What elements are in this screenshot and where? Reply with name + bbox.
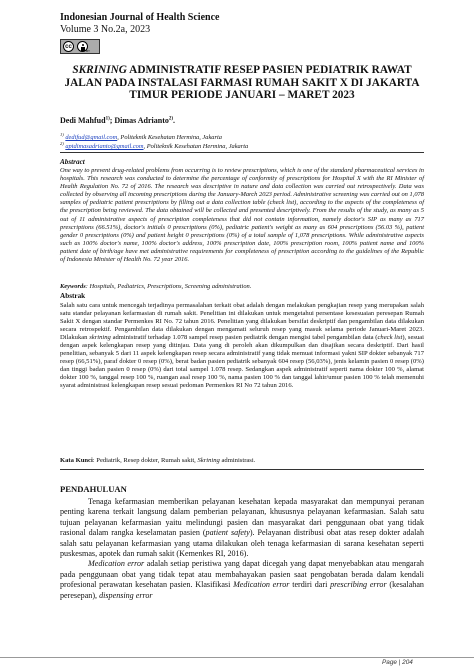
keywords-en-values: : Hospitals, Pediatrics, Prescriptions, Screening administration. xyxy=(85,283,252,290)
author-2: Dimas Adrianto xyxy=(114,116,169,125)
abstract-id-heading: Abstrak xyxy=(60,292,86,300)
keywords-id-a: : Pediatrik, Resep dokter, Rumah sakit, xyxy=(92,457,198,464)
p2-italic-c: Medication error xyxy=(233,580,290,590)
footer-divider xyxy=(0,657,474,658)
keywords-id-c: administrasi. xyxy=(219,457,256,464)
keywords-id xyxy=(60,457,424,465)
p2-text-f: (kesalahan peresepan), xyxy=(60,580,424,600)
p2-italic-e: prescribing error xyxy=(330,580,387,590)
email-link-1[interactable]: dedifud@gmail.com xyxy=(65,134,118,142)
title-line2: JALAN PADA INSTALASI FARMASI RUMAH SAKIT X DI JAKARTA xyxy=(64,76,420,89)
keywords-en-label: Keywords xyxy=(60,283,86,290)
p2-italic-a: Medication error xyxy=(88,559,145,569)
p1-text-c: ). Pelayanan distribusi obat atas resep dokter adalah salah satu pelayanan kefarmasian yang utama dilakukan oleh tenaga kefarmasian di sarana kesehatan seperti puskesmas, apotek dan rumah sakit (Kemenkes RI, 2016). xyxy=(60,528,425,559)
abstract-id-italic2: check list xyxy=(377,334,403,342)
p2-text-d: terdiri dari xyxy=(289,580,331,590)
title-italic-word: SKRINING xyxy=(72,64,127,76)
abstract-id-part5: ), sesuai dengan aspek kelengkapan resep yang ditinjau. Data yang di peroleh akan dikumpulkan dan disajikan secara deskriptif. Dari hasil penelitian, sebanyak 5 dari 11 aspek kelengkapan resep secara administratif yang tidak memuat informasi yakni SIP dokter sebanyak 717 resep (66,51%), paraf dokter 0 resep (0%), berat badan pasien pediatrik sebanyak 604 resep (56,03%), jenis kelamin pasien 0 resep (0%) dan tinggi badan pasien 0 resep (0%) dari total sampel 1.078 resep. Sedangkan aspek administratif seperti nama dokter 100 %, alamat dokter 100 %, tanggal resep 100 %, ruangan asal resep 100 %, nama pasien 100 % dan tanggal lahir/umur pasien 100 % telah memenuhi syarat administrasi kelengkapan resep sesuai pedoman Permenkes RI No 72 tahun 2016. xyxy=(60,334,425,390)
affiliation-2-sup: 2) xyxy=(60,141,64,146)
journal-name: Indonesian Journal of Health Science xyxy=(60,12,220,23)
p2-italic-g: dispensing error xyxy=(99,590,153,600)
email-link-2[interactable]: aptdimasadrianto@gmail.com xyxy=(65,143,144,151)
intro-body xyxy=(60,497,424,601)
p1-text-a: Tenaga kefarmasian memberikan pelayanan kesehatan kepada masyarakat dan mempunyai peranan penting karena terkait langsung dalam pemberian pelayanan, khususnya pelayanan kefarmasian. Salah satu tujuan pelayanan kefarmasian yaitu melindungi pasien dan masyarakat dari penggunaan obat yang tidak rasional dalam rangka keselamatan pasien ( xyxy=(60,497,424,538)
p2-text-b: adalah setiap peristiwa yang dapat dicegah yang dapat menyebabkan atau mengarah pada penggunaan obat yang tidak tepat atau membahayakan pasien saat pengobatan berada dalam kendali profesional perawatan kesehatan pasien. Klasifikasi xyxy=(60,559,424,590)
license-label: BY xyxy=(86,49,91,53)
p1-italic: patient safety xyxy=(205,528,250,538)
title-line1: ADMINISTRATIF RESEP PASIEN PEDIATRIK RAWAT xyxy=(126,64,412,76)
cc-by-license-badge[interactable] xyxy=(60,39,100,54)
abstract-en-heading: Abstract xyxy=(60,158,85,166)
abstract-id-italic1: skrining xyxy=(89,334,111,342)
affiliation-2-org: , Politeknik Kesehatan Hermina, Jakarta xyxy=(143,143,249,151)
author-separator: ; xyxy=(109,116,115,125)
page-number: Page | 204 xyxy=(382,659,413,666)
author-1-sup: 1) xyxy=(105,116,110,122)
author-end: . xyxy=(173,116,176,125)
affiliation-1-sup: 1) xyxy=(60,132,64,137)
abstract-en-text: One way to prevent drug-related problems from occurring is to review prescriptions, which is one of the standard pharmaceutical services in hospitals. This research was conducted to determine the percentage of conformity of prescriptions for Hospital X with the RI Minister of Health Regulation No. 72 of 2016. The research was descriptive in nature and data collection was carried out retrospectively. Data was collected by observing all incoming prescriptions during the January-March 2023 period. Administrative screening was carried out on 1,078 samples of pediatric patient prescriptions by filling out a data collection table (check list), according to the aspects of the completeness of the prescription being reviewed. The data obtained will be collected and presented descriptively. From the results of the study, as many as 5 out of 11 administrative aspects of prescription completeness that did not contain information, namely doctor's SIP as many as 717 prescriptions (66.51%), doctor's initials 0 prescriptions (0%), pediatric patient's weight as many as 604 prescriptions (56.03 %), patient gender 0 prescriptions (0%) and patient height 0 prescriptions (0%) of a total sample of 1,078 prescriptions. While administrative aspects such as 100% doctor's name, 100% doctor's address, 100% prescription date, 100% prescription room, 100% patient name and 100% patient date of birth/age have met administrative requirements for completeness of prescription according to the guidelines of the Republic of Indonesia Minister of Health No. 72 year 2016. xyxy=(60,167,424,264)
author-1: Dedi Mahfud xyxy=(60,116,106,125)
journal-volume: Volume 3 No.2a, 2023 xyxy=(60,24,151,35)
title-line3: TIMUR PERIODE JANUARI – MARET 2023 xyxy=(129,89,355,102)
intro-paragraph-2 xyxy=(60,559,424,601)
affiliation-2 xyxy=(60,140,248,151)
article-title xyxy=(60,64,424,102)
divider-top xyxy=(60,152,424,153)
author-list xyxy=(60,116,175,125)
abstract-id-text xyxy=(60,302,424,391)
abstract-id-part3: administratif terhadap 1.078 sampel resep pasien pediatrik dengan mengisi tabel pengambilan data ( xyxy=(110,334,378,342)
keywords-id-label: Kata Kunci xyxy=(60,457,93,464)
divider-bottom xyxy=(60,469,424,470)
affiliation-1-org: , Politeknik Kesehatan Hermina, Jakarta xyxy=(117,134,222,142)
keywords-en xyxy=(60,283,424,291)
intro-paragraph-1 xyxy=(60,497,424,559)
keywords-id-b: Skrining xyxy=(197,457,220,464)
abstract-id-part1: Salah satu cara untuk mencegah terjadinya permasalahan terkait obat adalah dengan melakukan pengkajian resep yang merupakan salah satu standar pelayanan kefarmasian di rumah sakit. Penelitian ini dilakukan untuk mengetahui persentase kesesuaian peresepan Rumah Sakit X dengan standar Permenkes RI No. 72 tahun 2016. Penelitian yang dilakukan bersifat deskriptif dan pengambilan data dilakukan secara retrospektif. Pengambilan data dilakukan dengan mengamati seluruh resep yang masuk selama periode Januari-Maret 2023. Dilakukan xyxy=(60,302,424,342)
section-heading: PENDAHULUAN xyxy=(60,484,127,494)
author-2-sup: 2) xyxy=(168,116,174,122)
cc-icon: cc xyxy=(63,41,74,52)
